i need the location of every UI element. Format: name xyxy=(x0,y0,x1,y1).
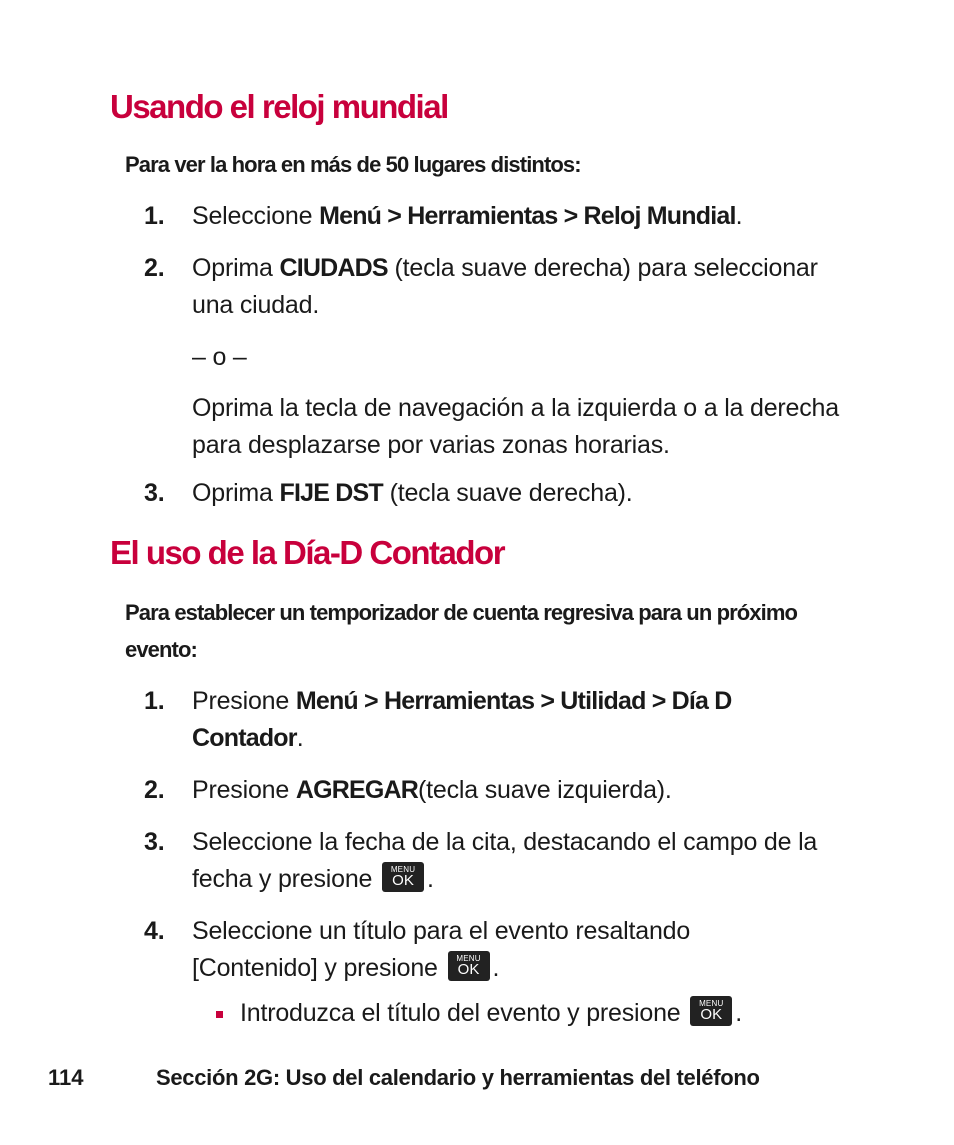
step-number: 2. xyxy=(144,254,165,282)
page-number: 114 xyxy=(48,1065,84,1090)
menu-ok-key-icon: MENU OK xyxy=(382,862,424,892)
section-intro: Para ver la hora en más de 50 lugares distintos: xyxy=(125,152,581,177)
step-number: 2. xyxy=(144,776,165,804)
step-number: 4. xyxy=(144,917,165,945)
softkey-label: AGREGAR xyxy=(295,776,419,804)
section-intro: Para establecer un temporizador de cuenta regresiva para un próximo evento: xyxy=(125,600,798,662)
section-heading-world-clock: Usando el reloj mundial xyxy=(110,88,448,125)
menu-ok-key-icon: MENU OK xyxy=(690,996,732,1026)
step-text: Seleccione un título para el evento resaltando [Contenido] y presione MENU OK . xyxy=(192,917,691,982)
or-separator: – o – xyxy=(192,343,247,371)
step-number: 3. xyxy=(144,828,165,856)
step-number: 3. xyxy=(144,479,165,507)
bullet-square-icon xyxy=(216,1011,223,1018)
menu-path: Menú > Herramientas > Reloj Mundial xyxy=(319,202,736,230)
alternative-text: Oprima la tecla de navegación a la izquierda o a la derecha para desplazarse por varias zonas horarias. xyxy=(192,394,839,459)
step-text: Presione Menú > Herramientas > Utilidad > Día D Contador. xyxy=(192,687,732,752)
menu-path: Menú > Herramientas > Utilidad > Día D Contador xyxy=(192,687,732,752)
step-text: Presione AGREGAR(tecla suave izquierda). xyxy=(192,776,672,804)
softkey-label: FIJE DST xyxy=(279,479,383,507)
softkey-label: CIUDADS xyxy=(279,254,388,282)
step-text: Seleccione Menú > Herramientas > Reloj Mundial. xyxy=(192,202,743,230)
bullet-text: Introduzca el título del evento y presione MENU OK . xyxy=(240,995,742,1032)
step-text: Oprima FIJE DST (tecla suave derecha). xyxy=(192,479,633,507)
menu-ok-key-icon: MENU OK xyxy=(448,951,490,981)
step-text: Seleccione la fecha de la cita, destacando el campo de la fecha y presione MENU OK . xyxy=(192,828,818,893)
footer-section-title: Sección 2G: Uso del calendario y herramientas del teléfono xyxy=(156,1065,760,1090)
step-text: Oprima CIUDADS (tecla suave derecha) para seleccionar una ciudad. xyxy=(192,254,818,319)
step-number: 1. xyxy=(144,687,165,715)
section-heading-day-counter: El uso de la Día-D Contador xyxy=(110,534,505,571)
step-number: 1. xyxy=(144,202,165,230)
